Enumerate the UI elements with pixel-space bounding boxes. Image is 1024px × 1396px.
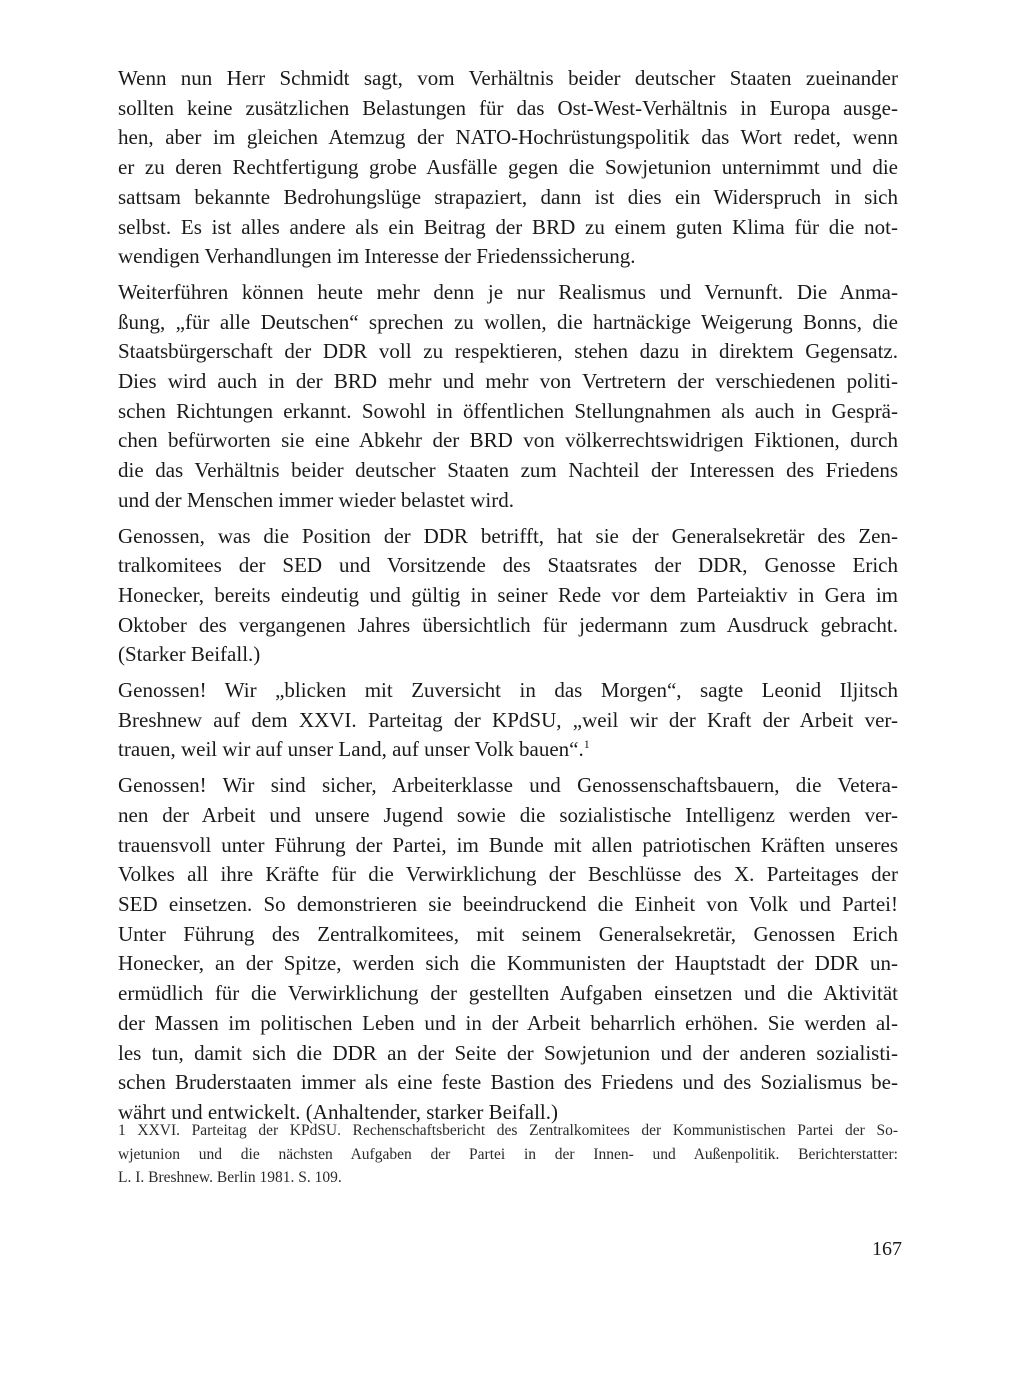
text-line: schen Bruderstaaten immer als eine feste Bastion des Friedens und des Sozialismus be- — [118, 1070, 898, 1095]
text-line: sattsam bekannte Bedrohungslüge strapaziert, dann ist dies ein Widerspruch in sich — [118, 184, 898, 209]
text-line: Honecker, bereits eindeutig und gültig in seiner Rede vor dem Parteiaktiv in Gera im — [118, 582, 898, 607]
text-line: Honecker, an der Spitze, werden sich die Kommunisten der Hauptstadt der DDR un- — [118, 951, 898, 976]
text-line: und der Menschen immer wieder belastet wird. — [118, 487, 514, 512]
text-line: Unter Führung des Zentralkomitees, mit seinem Generalsekretär, Genossen Erich — [118, 921, 898, 946]
text-line: Oktober des vergangenen Jahres übersichtlich für jedermann zum Ausdruck gebracht. — [118, 612, 898, 637]
text-line: Dies wird auch in der BRD mehr und mehr von Vertretern der verschiedenen politi- — [118, 369, 898, 394]
text-line: selbst. Es ist alles andere als ein Beitrag der BRD zu einem guten Klima für die not- — [118, 214, 898, 239]
body-text — [118, 64, 898, 1128]
text-line: die das Verhältnis beider deutscher Staaten zum Nachteil der Interessen des Friedens — [118, 458, 898, 483]
text-line: (Starker Beifall.) — [118, 642, 261, 667]
paragraph — [118, 771, 898, 1127]
text-line: Volkes all ihre Kräfte für die Verwirklichung der Beschlüsse des X. Parteitages der — [118, 862, 898, 887]
text-line: les tun, damit sich die DDR an der Seite der Sowjetunion und der anderen sozialisti- — [118, 1040, 898, 1065]
text-line: Genossen! Wir „blicken mit Zuversicht in das Morgen“, sagte Leonid Iljitsch — [118, 678, 898, 703]
text-line: chen befürworten sie eine Abkehr der BRD von völkerrechtswidrigen Fiktionen, durch — [118, 428, 898, 453]
text-line: schen Richtungen erkannt. Sowohl in öffentlichen Stellungnahmen als auch in Gesprä- — [118, 398, 898, 423]
paragraph — [118, 278, 898, 516]
footnote-line: 1 XXVI. Parteitag der KPdSU. Rechenschaftsbericht des Zentralkomitees der Kommunistischen Partei der So- — [118, 1122, 898, 1139]
text-line: ßung, „für alle Deutschen“ sprechen zu wollen, die hartnäckige Weigerung Bonns, die — [118, 309, 898, 334]
text-line: er zu deren Rechtfertigung grobe Ausfälle gegen die Sowjetunion unternimmt und die — [118, 155, 898, 180]
text-line: Staatsbürgerschaft der DDR voll zu respektieren, stehen dazu in direktem Gegensatz. — [118, 339, 898, 364]
text-line: trauensvoll unter Führung der Partei, im Bunde mit allen patriotischen Kräften unseres — [118, 832, 898, 857]
footnote-line: L. I. Breshnew. Berlin 1981. S. 109. — [118, 1169, 342, 1186]
paragraph — [118, 64, 898, 272]
text-line: Genossen! Wir sind sicher, Arbeiterklasse und Genossenschaftsbauern, die Vetera- — [118, 773, 898, 798]
text-line: wendigen Verhandlungen im Interesse der Friedenssicherung. — [118, 244, 636, 269]
text-line: Wenn nun Herr Schmidt sagt, vom Verhältnis beider deutscher Staaten zueinander — [118, 66, 898, 90]
page-number: 167 — [872, 1238, 902, 1260]
footnote — [118, 1119, 898, 1190]
text-line: Genossen, was die Position der DDR betrifft, hat sie der Generalsekretär des Zen- — [118, 523, 898, 548]
text-line: sollten keine zusätzlichen Belastungen für das Ost-West-Verhältnis in Europa ausge- — [118, 95, 898, 120]
text-line: ermüdlich für die Verwirklichung der gestellten Aufgaben einsetzen und die Aktivität — [118, 981, 898, 1006]
text-line: nen der Arbeit und unsere Jugend sowie die sozialistische Intelligenz werden ver- — [118, 802, 898, 827]
text-line: SED einsetzen. So demonstrieren sie beeindruckend die Einheit von Volk und Partei! — [118, 891, 898, 916]
footnote-reference[interactable]: 1 — [583, 737, 590, 752]
paragraph — [118, 676, 898, 765]
text-line: trauen, weil wir auf unser Land, auf unser Volk bauen“.$^1$ — [118, 737, 590, 762]
text-line: hen, aber im gleichen Atemzug der NATO-Hochrüstungspolitik das Wort redet, wenn — [118, 125, 898, 150]
text-line: der Massen im politischen Leben und in der Arbeit beharrlich erhöhen. Sie werden al- — [118, 1010, 898, 1035]
text-line: Weiterführen können heute mehr denn je nur Realismus und Vernunft. Die Anma- — [118, 279, 898, 304]
text-line: Breshnew auf dem XXVI. Parteitag der KPdSU, „weil wir der Kraft der Arbeit ver- — [118, 707, 898, 732]
footnote-line: wjetunion und die nächsten Aufgaben der Partei in der Innen- und Außenpolitik. Berichterstatter: — [118, 1145, 898, 1163]
text-line: währt und entwickelt. (Anhaltender, starker Beifall.) — [118, 1099, 558, 1124]
text-line: tralkomitees der SED und Vorsitzende des Staatsrates der DDR, Genosse Erich — [118, 553, 898, 578]
paragraph — [118, 522, 898, 671]
